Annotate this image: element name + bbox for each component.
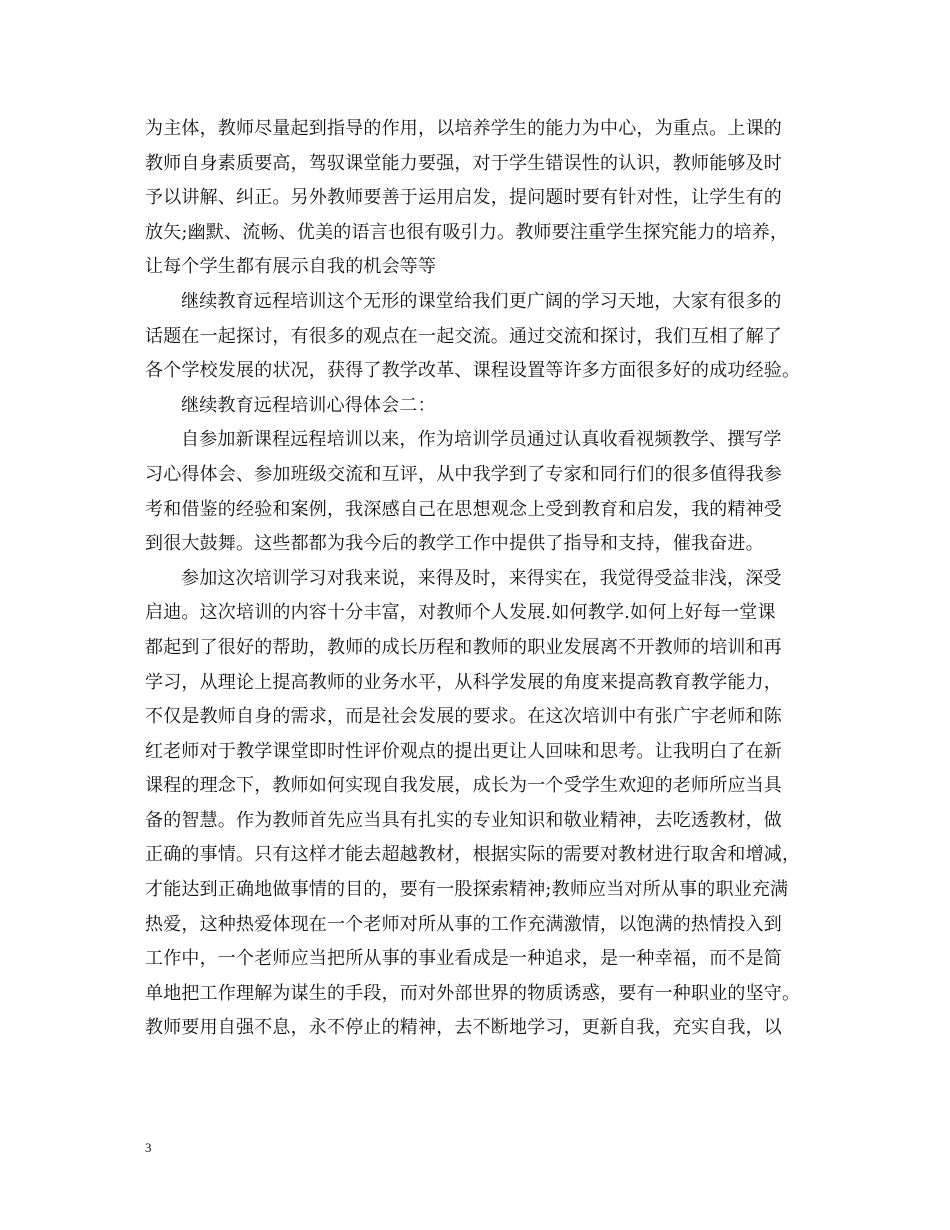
text-line: 让每个学生都有展示自我的机会等等 bbox=[145, 256, 437, 278]
text-line: 予以讲解、纠正。另外教师要善于运用启发，提问题时要有针对性，让学生有的 bbox=[145, 187, 782, 209]
text-line: 教师要用自强不息，永不停止的精神，去不断地学习，更新自我，充实自我，以 bbox=[145, 1017, 782, 1039]
text-line: 教师自身素质要高，驾驭课堂能力要强，对于学生错误性的认识，教师能够及时 bbox=[145, 152, 782, 174]
text-line: 为主体，教师尽量起到指导的作用，以培养学生的能力为中心，为重点。上课的 bbox=[145, 118, 782, 139]
text-line: 不仅是教师自身的需求，而是社会发展的要求。在这次培训中有张广宇老师和陈 bbox=[145, 706, 782, 728]
text-line: 到很大鼓舞。这些都都为我今后的教学工作中提供了指导和支持，催我奋进。 bbox=[145, 533, 764, 555]
text-line: 放矢;幽默、流畅、优美的语言也很有吸引力。教师要注重学生探究能力的培养， bbox=[145, 221, 789, 243]
text-line: 热爱，这种热爱体现在一个老师对所从事的工作充满激情，以饱满的热情投入到 bbox=[145, 913, 782, 935]
text-line: 参加这次培训学习对我来说，来得及时，来得实在，我觉得受益非浅，深受 bbox=[181, 567, 782, 589]
text-line: 课程的理念下，教师如何实现自我发展，成长为一个受学生欢迎的老师所应当具 bbox=[145, 775, 782, 797]
text-line: 正确的事情。只有这样才能去超越教材，根据实际的需要对教材进行取舍和增减， bbox=[145, 844, 801, 866]
text-line: 备的智慧。作为教师首先应当具有扎实的专业知识和敬业精神，去吃透教材，做 bbox=[145, 809, 782, 831]
text-line: 都起到了很好的帮助，教师的成长历程和教师的职业发展离不开教师的培训和再 bbox=[145, 636, 782, 658]
text-line: 继续教育远程培训心得体会二： bbox=[181, 394, 436, 416]
text-line: 红老师对于教学课堂即时性评价观点的提出更让人回味和思考。让我明白了在新 bbox=[145, 740, 782, 762]
text-line: 话题在一起探讨，有很多的观点在一起交流。通过交流和探讨，我们互相了解了 bbox=[145, 325, 782, 347]
body-text bbox=[145, 112, 805, 1046]
text-line: 继续教育远程培训这个无形的课堂给我们更广阔的学习天地，大家有很多的 bbox=[181, 290, 782, 312]
text-line: 各个学校发展的状况，获得了教学改革、课程设置等许多方面很多好的成功经验。 bbox=[145, 360, 801, 382]
text-line: 单地把工作理解为谋生的手段，而对外部世界的物质诱惑，要有一种职业的坚守。 bbox=[145, 982, 801, 1004]
text-line: 自参加新课程远程培训以来，作为培训学员通过认真收看视频教学、撰写学 bbox=[181, 429, 782, 451]
text-line: 才能达到正确地做事情的目的，要有一股探索精神;教师应当对所从事的职业充满 bbox=[145, 879, 789, 901]
page-number: 3 bbox=[145, 1140, 152, 1155]
text-line: 工作中，一个老师应当把所从事的事业看成是一种追求，是一种幸福，而不是简 bbox=[145, 948, 782, 970]
text-line: 学习，从理论上提高教师的业务水平，从科学发展的角度来提高教育教学能力， bbox=[145, 671, 782, 693]
text-line: 启迪。这次培训的内容十分丰富，对教师个人发展.如何教学.如何上好每一堂课 bbox=[145, 602, 776, 624]
text-line: 考和借鉴的经验和案例，我深感自己在思想观念上受到教育和启发，我的精神受 bbox=[145, 498, 782, 520]
text-line: 习心得体会、参加班级交流和互评，从中我学到了专家和同行们的很多值得我参 bbox=[145, 463, 782, 485]
